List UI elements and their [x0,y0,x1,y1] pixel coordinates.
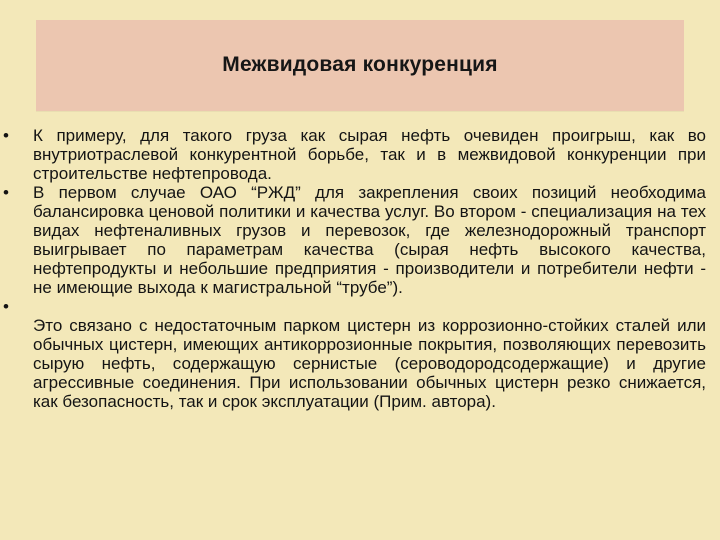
bullet-text: Это связано с недостаточным парком цистерн из коррозионно-стойких сталей или обычных цистерн, имеющих антикоррозионные покрытия, позволяющих перевозить сырую нефть, содержащую сернистые (сероводородсодержащие) и другие агрессивные соединения. При использовании обычных цистерн резко снижается, как безопасность, так и срок эксплуатации (Прим. автора). [33,316,706,411]
bullet-item [0,126,706,183]
bullet-marker: • [3,297,9,316]
bullet-marker: • [3,126,9,145]
bullet-text: В первом случае ОАО “РЖД” для закрепления своих позиций необходима балансировка ценовой политики и качества услуг. Во втором - специализация на тех видах нефтеналивных грузов и перевозок, где железнодорожный транспорт выигрывает по параметрам качества (сырая нефть высокого качества, нефтепродукты и небольшие предприятия - производители и потребители нефти - не имеющие выхода к магистральной “трубе”). [33,183,706,297]
bullet-item [0,183,706,297]
bullet-text: К примеру, для такого груза как сырая нефть очевиден проигрыш, как во внутриотраслевой конкурентной борьбе, так и в межвидовой конкуренции при строительстве нефтепровода. [33,126,706,183]
slide-title: Межвидовая конкуренция [222,53,498,76]
bullet-marker: • [3,183,9,202]
slide-body [0,126,720,411]
title-banner [36,20,684,111]
bullet-item [0,297,706,411]
